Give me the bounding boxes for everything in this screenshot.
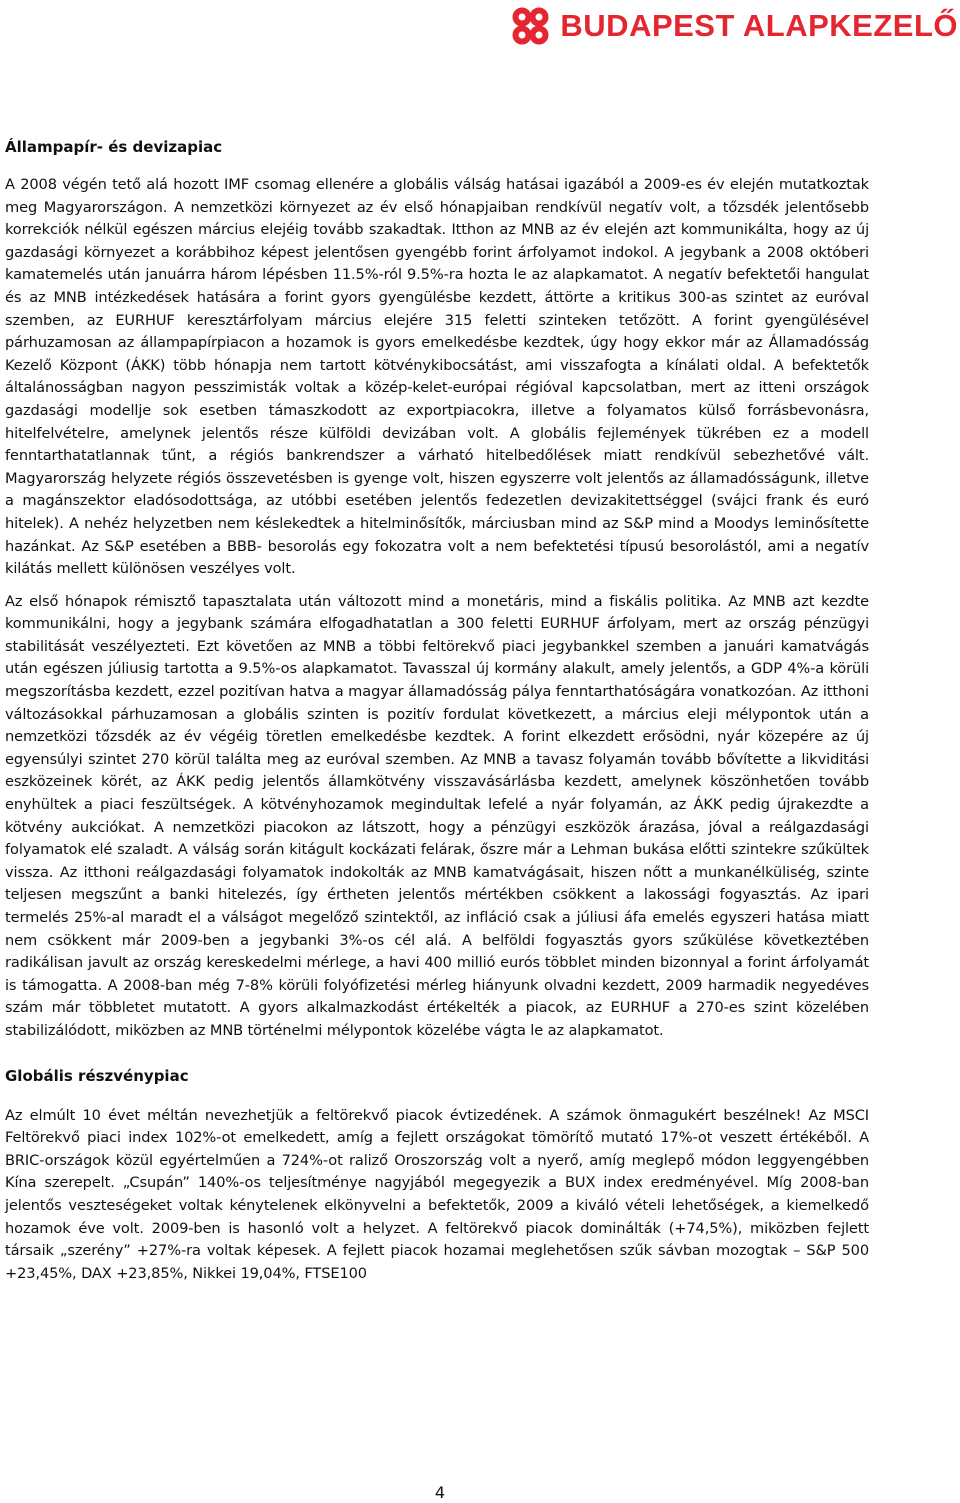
section-heading-allampapir: Állampapír- és devizapiac <box>5 138 223 156</box>
page-number: 4 <box>434 1483 446 1502</box>
budapest-alapkezelo-logo-icon <box>510 6 552 46</box>
paragraph: Az első hónapok rémisztő tapasztalata után változott mind a monetáris, mind a fiskális politika. Az MNB azt kezdte kommunikálni, hogy a jegybank számára elfogadhatatlan a 300 feletti EURHUF árfolyam, mert az ország pénzügyi stabilitását veszélyezteti. Ezt követően az MNB a többi feltörekvő piaci jegybankkel szemben a januári kamatvágás után egészen júliusig tartotta a 9.5%-os alapkamatot. Tavasszal új kormány alakult, amely jelentős, a GDP 4%-a körüli megszorításba kezdett, ezzel pozitívan hatva a magyar államadósság pálya fenntarthatóságára vonatkozóan. Az itthoni változásokkal párhuzamosan a globális szinten is pozitív fordulat következett, a március eleji mélypontok után a nemzetközi tőzsdék az év végéig töretlen emelkedésbe kezdtek. A forint elkezdett erősödni, nyár közepére az új egyensúlyi szintet 270 körül találta meg az euróval szemben. Az MNB a tavasz folyamán tovább bővítette a likviditási eszközeinek körét, az ÁKK pedig jelentős államkötvény visszavásárlásba kezdett, amelynek köszönhetően tovább enyhültek a piaci feszültségek. A kötvényhozamok megindultak lefelé a nyár folyamán, az ÁKK pedig újrakezdte a kötvény aukciókat. A nemzetközi piacokon az látszott, hogy a pénzügyi eszközök árazása, jóval a reálgazdasági folyamatok elé szaladt. A válság során kitágult kockázati felárak, őszre már a Lehman bukása előtti szintekre szűkültek vissza. Az itthoni reálgazdasági folyamatok indokolták az MNB kamatvágásait, hiszen nőtt a munkanélküliség, szinte teljesen megszűnt a banki hitelezés, így értheten jelentős mértékben csökkent a lakossági fogyasztás. Az ipari termelés 25%-al maradt el a válságot megelőző szintektől, az infláció csak a júliusi áfa emelés egyszeri hatása miatt nem csökkent már 2009-ben a jegybanki 3%-os cél alá. A belföldi fogyasztás gyors szűkülése következtében radikálisan javult az ország kereskedelmi mérlege, a havi 400 millió eurós többlet minden bizonnyal a forint árfolyamát is támogatta. A 2008-ban még 7-8% körüli folyófizetési mérleg hiányunk olvadni kezdett, 2009 harmadik negyedéves szám már többletet mutatott. A gyors alkalmazkodást értékelték a piacok, az EURHUF a 270-es szint közelében stabilizálódott, miközben az MNB történelmi mélypontok közelébe vágta le az alapkamatot. <box>5 592 869 1039</box>
logo-text: BUDAPEST ALAPKEZELŐ <box>560 8 958 43</box>
document-body <box>5 136 869 1295</box>
header-logo <box>510 6 958 46</box>
paragraph: A 2008 végén tető alá hozott IMF csomag ellenére a globális válság hatásai igazából a 2009-es év elején mutatkoztak meg Magyarországon. A nemzetközi környezet az év első hónapjaiban rendkívül negatív volt, a tőzsdék jelentősebb korrekciók nélkül egészen március elejéig tovább szakadtak. Itthon az MNB az év elején azt kommunikálta, hogy az új gazdasági környezet a korábbihoz képest jelentősen gyengébb forint árfolyamot indokol. A jegybank a 2008 októberi kamatemelés után januárra három lépésben 11.5%-ról 9.5%-ra hozta le az alapkamatot. A negatív befektetői hangulat és az MNB intézkedések hatására a forint gyors gyengülésbe kezdett, áttörte a kritikus 300-as szintet az euróval szemben, az EURHUF keresztárfolyam március elejére 315 feletti szinteken tetőzött. A forint gyengülésével párhuzamosan az állampapírpiacon a hozamok is gyors emelkedésbe kezdtek, úgy hogy ekkor már az Államadósság Kezelő Központ (ÁKK) több hónapja nem tartott kötvénykibocsátást, ami visszafogta a kínálati oldal. A befektetők általánosságban nagyon pesszimisták voltak a közép-kelet-európai régióval kapcsolatban, mert az itteni országok gazdasági modellje sok esetben támaszkodott az exportpiacokra, illetve a folyamatos külső forrásbevonásra, hitelfelvételre, amelynek jelentős része külföldi devizában volt. A globális fejlemények tükrében ez a modell fenntarthatatlannak tűnt, a régiós bankrendszer a várható hitelbedőlések miatt rendkívül sebezhetővé vált. Magyarország helyzete régiós összevetésben is gyenge volt, hiszen egyszerre volt jelentős az államadósságunk, illetve a magánszektor eladósodottsága, az utóbbi esetében jelentős fedezetlen devizakitettséggel (svájci frank és euró hitelek). A nehéz helyzetben nem késlekedtek a hitelminősítők, márciusban mind az S&P mind a Moodys leminősítette hazánkat. Az S&P esetében a BBB- besorolás egy fokozatra volt a nem befektetési típusú besorolástól, ami a negatív kilátás mellett különösen veszélyes volt. <box>5 176 869 578</box>
section-heading-reszvenypiac: Globális részvénypiac <box>5 1066 189 1085</box>
paragraph: Az elmúlt 10 évet méltán nevezhetjük a feltörekvő piacok évtizedének. A számok önmagukért beszélnek! Az MSCI Feltörekvő piaci index 102%-ot emelkedett, amíg a fejlett országokat tömörítő mutató 17%-ot veszett értékéből. A BRIC-országok közül egyértelműen a 724%-ot raliző Oroszország volt a nyerő, amíg meglepő módon leggyengébben Kína szerepelt. „Csupán” 140%-os teljesítménye nagyjából megegyezik a BUX index eredményével. Míg 2008-ban jelentős veszteségeket voltak kénytelenek elkönyvelni a befektetők, 2009 a kiváló vételi lehetőségek, a kiemelkedő hozamok éve volt. 2009-ben is hasonló volt a helyzet. A feltörekvő piacok dominálták (+74,5%), miközben fejlett társaik „szerény” +27%-ra voltak képesek. A fejlett piacok hozamai meglehetősen szűk sávban mozogtak – S&P 500 +23,45%, DAX +23,85%, Nikkei 19,04%, FTSE100 <box>5 1106 869 1282</box>
